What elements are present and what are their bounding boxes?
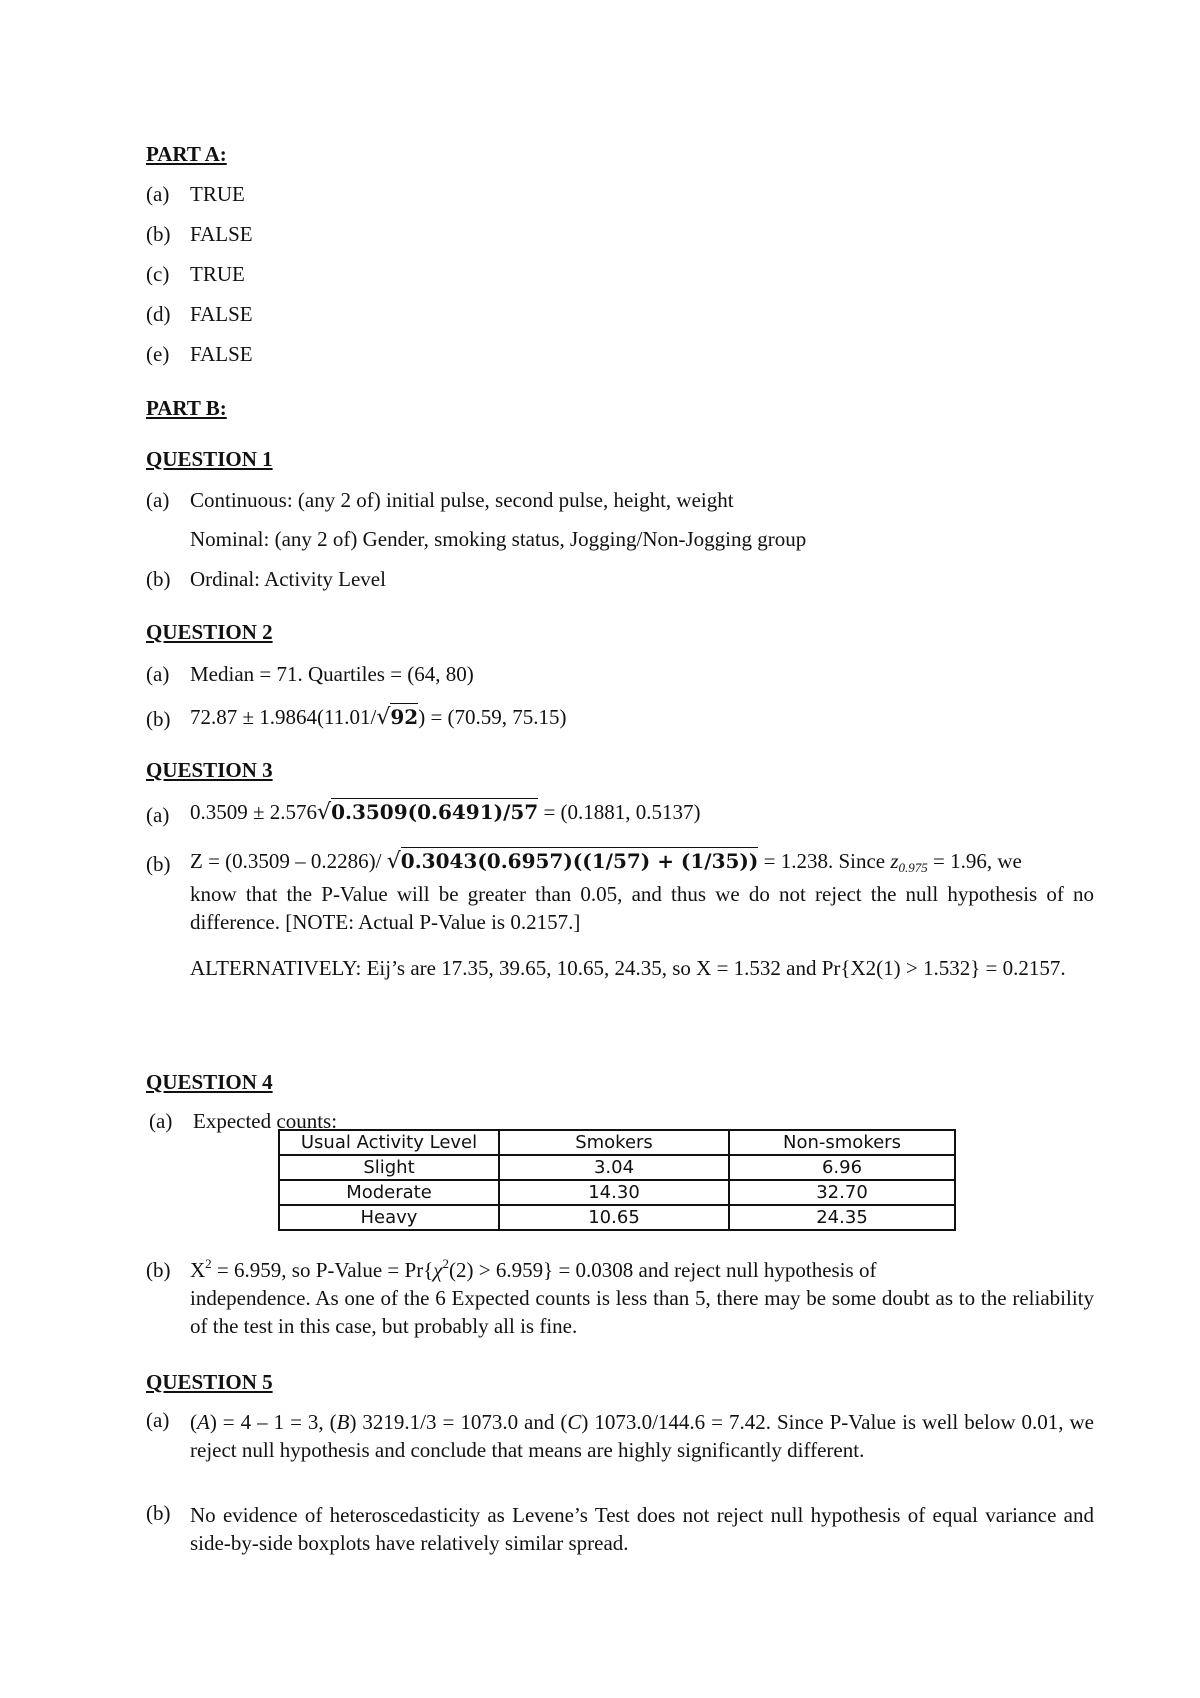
question-4-b-x: X <box>190 1258 206 1282</box>
table-cell: 10.65 <box>499 1205 729 1230</box>
question-5-a-part-2: ) 3219.1/3 = 1073.0 and ( <box>349 1410 568 1434</box>
square-root-icon: √ <box>386 849 401 874</box>
question-2-b-radicand: 92 <box>390 705 419 729</box>
question-5-a-A: A <box>197 1410 210 1434</box>
question-5-a-text: (A) = 4 – 1 = 3, (B) 3219.1/3 = 1073.0 and (C) 1073.0/144.6 = 7.42. Since P-Value is well below 0.01, we reject null hypothesis and conclude that means are highly significantly different. <box>190 1410 1094 1462</box>
question-4-a-label: (a) <box>149 1109 173 1133</box>
table-row <box>279 1205 955 1230</box>
question-3-a-label: (a) <box>146 803 170 827</box>
question-5-a-C: C <box>567 1410 582 1434</box>
question-3-b-z: z <box>890 849 899 873</box>
part-a-item-label: (b) <box>146 222 171 246</box>
table-cell: Slight <box>279 1155 499 1180</box>
part-a-item-label: (c) <box>146 262 170 286</box>
table-cell: 32.70 <box>729 1180 955 1205</box>
question-2-b-prefix: 72.87 ± 1.9864(11.01/ <box>190 705 377 729</box>
question-5-b-label: (b) <box>146 1501 171 1525</box>
part-a-heading: PART A: <box>146 142 227 166</box>
question-2-a-label: (a) <box>146 662 170 686</box>
table-cell: 3.04 <box>499 1155 729 1180</box>
question-1-b-label: (b) <box>146 567 171 591</box>
part-a-item-label: (e) <box>146 342 170 366</box>
question-1-a-text: Continuous: (any 2 of) initial pulse, second pulse, height, weight <box>190 488 734 512</box>
square-root-icon: √ <box>317 800 332 825</box>
question-5-a-part-1: ) = 4 – 1 = 3, ( <box>209 1410 337 1434</box>
question-5-a-B: B <box>336 1410 350 1434</box>
question-3-heading: QUESTION 3 <box>146 758 273 782</box>
question-3-a-prefix: 0.3509 ± 2.576 <box>190 800 318 824</box>
table-cell: 24.35 <box>729 1205 955 1230</box>
column-header: Smokers <box>499 1130 729 1155</box>
question-4-a-text: Expected counts: <box>193 1109 338 1133</box>
question-3-b-suffix-1: = 1.238. Since <box>758 849 891 873</box>
question-5-a-label: (a) <box>146 1408 170 1432</box>
question-1-b-text: Ordinal: Activity Level <box>190 567 386 591</box>
question-2-b-suffix: ) = (70.59, 75.15) <box>418 705 567 729</box>
table-cell: 14.30 <box>499 1180 729 1205</box>
table-cell: 6.96 <box>729 1155 955 1180</box>
expected-counts-table <box>278 1129 956 1231</box>
question-4-b-label: (b) <box>146 1258 171 1282</box>
question-1-heading: QUESTION 1 <box>146 447 273 471</box>
part-b-heading: PART B: <box>146 396 227 420</box>
question-3-a-suffix: = (0.1881, 0.5137) <box>538 800 701 824</box>
question-5-b-text: No evidence of heteroscedasticity as Levene’s Test does not reject null hypothesis of equal variance and side-by-side boxplots have relatively similar spread. <box>190 1503 1094 1555</box>
question-3-alternative: ALTERNATIVELY: Eij’s are 17.35, 39.65, 10.65, 24.35, so X = 1.532 and Pr{X2(1) > 1.532} = 0.2157. <box>190 956 1066 980</box>
table-row <box>279 1180 955 1205</box>
question-3-b-suffix-2: = 1.96, we <box>927 849 1022 873</box>
column-header: Non-smokers <box>729 1130 955 1155</box>
table-cell: Heavy <box>279 1205 499 1230</box>
table-cell: Moderate <box>279 1180 499 1205</box>
question-1-a-text-2: Nominal: (any 2 of) Gender, smoking status, Jogging/Non-Jogging group <box>190 527 807 551</box>
question-3-a-expression <box>190 800 701 825</box>
question-2-b-expression <box>190 705 567 730</box>
question-3-b-label: (b) <box>146 852 171 876</box>
question-3-b-radicand: 0.3043(0.6957)((1/57) + (1/35)) <box>400 849 759 873</box>
question-3-b-continuation: know that the P-Value will be greater than 0.05, and thus we do not reject the null hypothesis of no difference. [NOTE: Actual P-Value is 0.2157.] <box>190 882 1094 934</box>
question-3-a-radicand: 0.3509(0.6491)/57 <box>331 800 539 824</box>
question-3-b-expression <box>190 849 1022 874</box>
question-4-b-chi-superscript: 2 <box>442 1256 450 1271</box>
question-1-a-label: (a) <box>146 488 170 512</box>
question-4-b-line-1 <box>190 1258 1094 1283</box>
part-a-item-text: TRUE <box>190 262 245 286</box>
question-4-b-continuation: independence. As one of the 6 Expected counts is less than 5, there may be some doubt as to the reliability of the test in this case, but probably all is fine. <box>190 1286 1094 1338</box>
table-row <box>279 1155 955 1180</box>
part-a-item-text: FALSE <box>190 222 253 246</box>
part-a-item-text: FALSE <box>190 302 253 326</box>
question-2-b-label: (b) <box>146 707 171 731</box>
question-2-a-text: Median = 71. Quartiles = (64, 80) <box>190 662 474 686</box>
question-5-heading: QUESTION 5 <box>146 1370 273 1394</box>
question-2-heading: QUESTION 2 <box>146 620 273 644</box>
question-4-b-x-superscript: 2 <box>205 1256 212 1271</box>
question-3-b-z-subscript: 0.975 <box>898 860 928 875</box>
chi-symbol: χ <box>433 1258 443 1282</box>
part-a-item-text: TRUE <box>190 182 245 206</box>
question-4-b-rest: (2) > 6.959} = 0.0308 and reject null hypothesis of <box>449 1258 877 1282</box>
column-header: Usual Activity Level <box>279 1130 499 1155</box>
table-header-row <box>279 1130 955 1155</box>
part-a-item-text: FALSE <box>190 342 253 366</box>
part-a-item-label: (d) <box>146 302 171 326</box>
question-5-a-part-3: ) 1073.0/144.6 = 7.42. Since P-Value is well below 0.01, we reject null hypothesis and conclude that means are highly significantly different. <box>190 1410 1094 1462</box>
question-3-b-prefix: Z = (0.3509 – 0.2286)/ <box>190 849 387 873</box>
question-4-heading: QUESTION 4 <box>146 1070 273 1094</box>
question-4-b-mid: = 6.959, so P-Value = Pr{ <box>211 1258 434 1282</box>
square-root-icon: √ <box>376 705 391 730</box>
part-a-item-label: (a) <box>146 182 170 206</box>
